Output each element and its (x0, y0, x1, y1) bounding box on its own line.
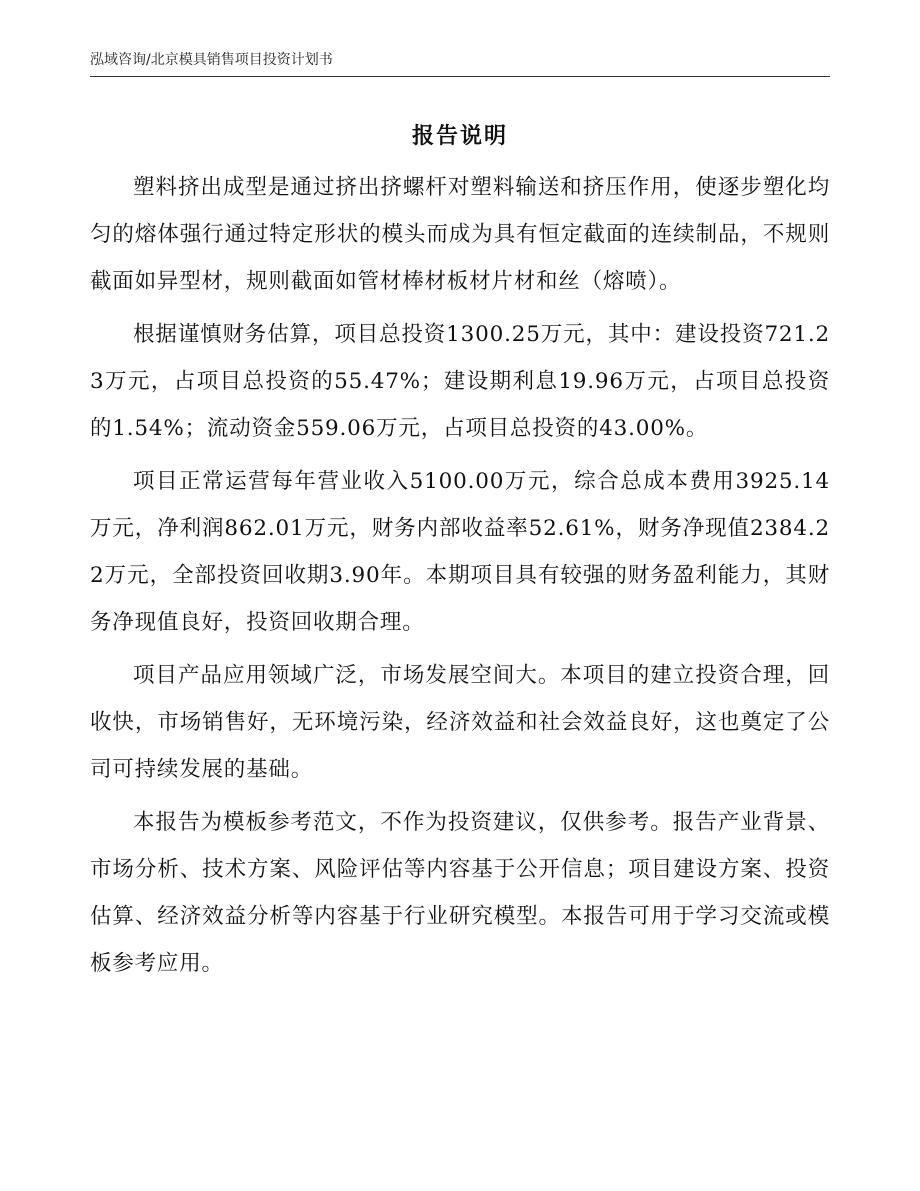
paragraph-disclaimer: 本报告为模板参考范文，不作为投资建议，仅供参考。报告产业背景、市场分析、技术方案、风险评估等内容基于公开信息；项目建设方案、投资估算、经济效益分析等内容基于行业研究模型。本报告可用于学习交流或模板参考应用。 (90, 810, 830, 976)
page-title: 报告说明 (411, 124, 508, 149)
running-header: 泓域咨询/北京模具销售项目投资计划书 (90, 52, 333, 68)
header-divider (90, 76, 830, 77)
paragraph-intro: 塑料挤出成型是通过挤出挤螺杆对塑料输送和挤压作用，使逐步塑化均匀的熔体强行通过特定形状的模头而成为具有恒定截面的连续制品，不规则截面如异型材，规则截面如管材棒材板材片材和丝（熔喷）。 (90, 175, 830, 294)
paragraph-investment: 根据谨慎财务估算，项目总投资1300.25万元，其中：建设投资721.23万元，占项目总投资的55.47%；建设期利息19.96万元，占项目总投资的1.54%；流动资金559.06万元，占项目总投资的43.00%。 (90, 322, 830, 441)
paragraph-financials: 项目正常运营每年营业收入5100.00万元，综合总成本费用3925.14万元，净利润862.01万元，财务内部收益率52.61%，财务净现值2384.22万元，全部投资回收期3.90年。本期项目具有较强的财务盈利能力，其财务净现值良好，投资回收期合理。 (90, 469, 830, 635)
paragraph-market: 项目产品应用领域广泛，市场发展空间大。本项目的建立投资合理，回收快，市场销售好，无环境污染，经济效益和社会效益良好，这也奠定了公司可持续发展的基础。 (90, 663, 830, 782)
report-body (90, 164, 830, 993)
